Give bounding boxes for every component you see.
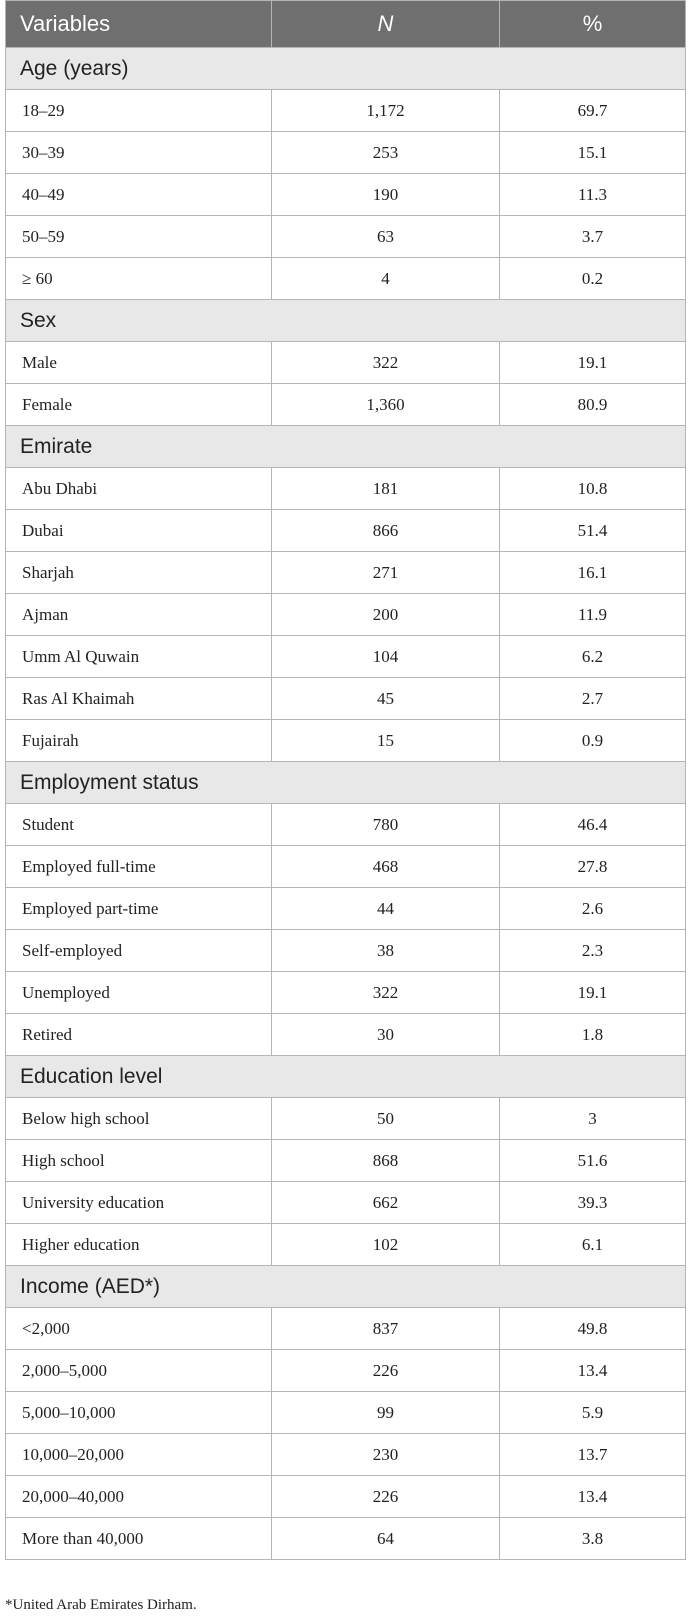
row-count: 64	[272, 1518, 500, 1560]
row-count: 38	[272, 930, 500, 972]
row-count: 1,360	[272, 384, 500, 426]
row-label: 30–39	[6, 132, 272, 174]
row-label: Female	[6, 384, 272, 426]
row-count: 868	[272, 1140, 500, 1182]
table-row	[6, 636, 686, 678]
row-label: Umm Al Quwain	[6, 636, 272, 678]
row-count: 271	[272, 552, 500, 594]
table-header-row	[6, 1, 686, 48]
row-percent: 46.4	[500, 804, 686, 846]
row-count: 30	[272, 1014, 500, 1056]
row-count: 322	[272, 342, 500, 384]
row-label: Sharjah	[6, 552, 272, 594]
row-percent: 27.8	[500, 846, 686, 888]
row-count: 102	[272, 1224, 500, 1266]
table-row	[6, 1350, 686, 1392]
header-n: N	[272, 1, 500, 48]
row-count: 866	[272, 510, 500, 552]
row-percent: 11.9	[500, 594, 686, 636]
row-percent: 1.8	[500, 1014, 686, 1056]
demographics-table-container	[5, 0, 685, 1560]
row-label: 18–29	[6, 90, 272, 132]
table-row	[6, 510, 686, 552]
row-count: 1,172	[272, 90, 500, 132]
table-row	[6, 258, 686, 300]
table-row	[6, 804, 686, 846]
row-count: 63	[272, 216, 500, 258]
table-row	[6, 1476, 686, 1518]
row-count: 200	[272, 594, 500, 636]
row-label: Higher education	[6, 1224, 272, 1266]
row-count: 662	[272, 1182, 500, 1224]
row-label: 2,000–5,000	[6, 1350, 272, 1392]
row-label: 40–49	[6, 174, 272, 216]
row-label: 5,000–10,000	[6, 1392, 272, 1434]
row-count: 468	[272, 846, 500, 888]
row-label: Student	[6, 804, 272, 846]
row-label: 50–59	[6, 216, 272, 258]
row-label: Below high school	[6, 1098, 272, 1140]
row-count: 190	[272, 174, 500, 216]
row-percent: 2.6	[500, 888, 686, 930]
row-label: Retired	[6, 1014, 272, 1056]
table-row	[6, 1014, 686, 1056]
section-header-row	[6, 1266, 686, 1308]
table-row	[6, 1392, 686, 1434]
table-row	[6, 552, 686, 594]
table-row	[6, 468, 686, 510]
row-percent: 13.4	[500, 1476, 686, 1518]
section-header-row	[6, 426, 686, 468]
row-count: 837	[272, 1308, 500, 1350]
table-row	[6, 1098, 686, 1140]
row-percent: 39.3	[500, 1182, 686, 1224]
section-title: Sex	[6, 300, 686, 342]
row-label: Employed part-time	[6, 888, 272, 930]
row-count: 50	[272, 1098, 500, 1140]
table-row	[6, 888, 686, 930]
row-percent: 51.4	[500, 510, 686, 552]
row-percent: 16.1	[500, 552, 686, 594]
table-row	[6, 972, 686, 1014]
header-variables: Variables	[6, 1, 272, 48]
row-count: 4	[272, 258, 500, 300]
row-label: More than 40,000	[6, 1518, 272, 1560]
table-row	[6, 384, 686, 426]
table-row	[6, 1308, 686, 1350]
table-row	[6, 90, 686, 132]
row-label: Fujairah	[6, 720, 272, 762]
table-row	[6, 132, 686, 174]
table-row	[6, 342, 686, 384]
row-percent: 13.7	[500, 1434, 686, 1476]
row-count: 181	[272, 468, 500, 510]
table-footnote: *United Arab Emirates Dirham.	[5, 1597, 197, 1613]
table-row	[6, 846, 686, 888]
header-percent: %	[500, 1, 686, 48]
table-row	[6, 1518, 686, 1560]
row-count: 780	[272, 804, 500, 846]
row-percent: 49.8	[500, 1308, 686, 1350]
row-label: Ras Al Khaimah	[6, 678, 272, 720]
row-percent: 3.7	[500, 216, 686, 258]
row-percent: 69.7	[500, 90, 686, 132]
row-count: 15	[272, 720, 500, 762]
table-row	[6, 720, 686, 762]
row-percent: 6.1	[500, 1224, 686, 1266]
table-row	[6, 174, 686, 216]
row-label: University education	[6, 1182, 272, 1224]
row-label: Employed full-time	[6, 846, 272, 888]
row-count: 226	[272, 1350, 500, 1392]
table-row	[6, 1224, 686, 1266]
table-row	[6, 678, 686, 720]
row-label: High school	[6, 1140, 272, 1182]
row-percent: 80.9	[500, 384, 686, 426]
row-count: 230	[272, 1434, 500, 1476]
section-title: Emirate	[6, 426, 686, 468]
row-percent: 13.4	[500, 1350, 686, 1392]
row-count: 44	[272, 888, 500, 930]
row-label: ≥ 60	[6, 258, 272, 300]
section-title: Age (years)	[6, 48, 686, 90]
table-row	[6, 1140, 686, 1182]
row-label: <2,000	[6, 1308, 272, 1350]
section-title: Income (AED*)	[6, 1266, 686, 1308]
row-label: Dubai	[6, 510, 272, 552]
row-percent: 2.3	[500, 930, 686, 972]
row-label: 20,000–40,000	[6, 1476, 272, 1518]
row-count: 322	[272, 972, 500, 1014]
demographics-table	[5, 0, 686, 1560]
row-count: 104	[272, 636, 500, 678]
table-row	[6, 1182, 686, 1224]
row-label: Unemployed	[6, 972, 272, 1014]
section-header-row	[6, 300, 686, 342]
row-percent: 3	[500, 1098, 686, 1140]
row-label: 10,000–20,000	[6, 1434, 272, 1476]
row-percent: 19.1	[500, 972, 686, 1014]
row-percent: 51.6	[500, 1140, 686, 1182]
table-row	[6, 930, 686, 972]
row-percent: 2.7	[500, 678, 686, 720]
section-title: Employment status	[6, 762, 686, 804]
row-percent: 5.9	[500, 1392, 686, 1434]
section-title: Education level	[6, 1056, 686, 1098]
section-header-row	[6, 762, 686, 804]
row-label: Ajman	[6, 594, 272, 636]
table-body	[6, 48, 686, 1560]
row-percent: 0.2	[500, 258, 686, 300]
row-percent: 15.1	[500, 132, 686, 174]
row-percent: 6.2	[500, 636, 686, 678]
section-header-row	[6, 1056, 686, 1098]
row-label: Self-employed	[6, 930, 272, 972]
row-percent: 0.9	[500, 720, 686, 762]
row-percent: 10.8	[500, 468, 686, 510]
row-label: Male	[6, 342, 272, 384]
section-header-row	[6, 48, 686, 90]
table-row	[6, 594, 686, 636]
table-row	[6, 1434, 686, 1476]
row-count: 253	[272, 132, 500, 174]
row-count: 99	[272, 1392, 500, 1434]
row-percent: 3.8	[500, 1518, 686, 1560]
row-count: 45	[272, 678, 500, 720]
row-percent: 19.1	[500, 342, 686, 384]
row-count: 226	[272, 1476, 500, 1518]
row-label: Abu Dhabi	[6, 468, 272, 510]
table-row	[6, 216, 686, 258]
row-percent: 11.3	[500, 174, 686, 216]
